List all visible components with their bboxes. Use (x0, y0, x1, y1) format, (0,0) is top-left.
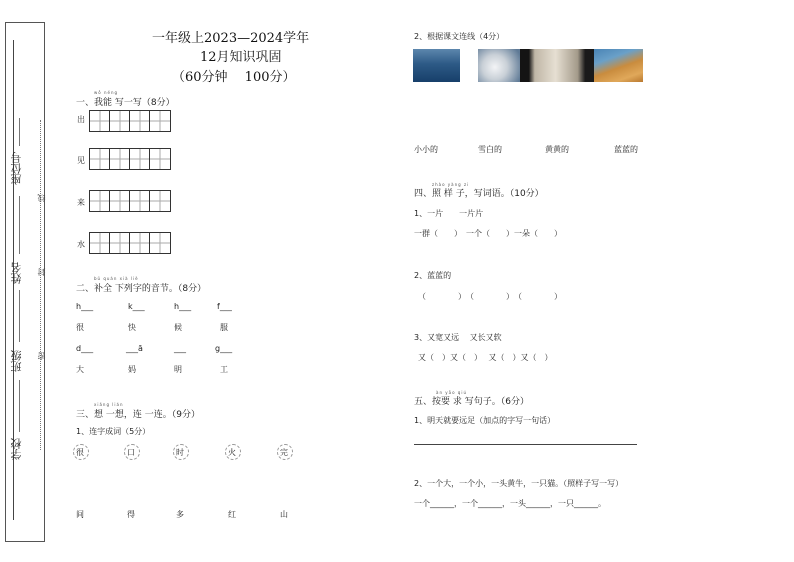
school-fill-line[interactable] (19, 380, 20, 432)
s5-q2-fill[interactable]: 一个______，一个______，一头______，一只______。 (414, 499, 606, 508)
s4-q3-fill[interactable]: 又（ ）又（ ） 又（ ）又（ ） (418, 353, 553, 362)
section1-heading: 一、我能 写一写（8分） (76, 98, 175, 108)
char-jian: 见 (77, 156, 85, 165)
cut-line (40, 120, 41, 450)
bottom-char-3[interactable]: 多 (176, 510, 184, 519)
char-lai: 来 (77, 198, 85, 207)
section3-ruby: xiǎng lián (94, 402, 124, 407)
writing-grid-shui[interactable] (89, 232, 171, 254)
word-xuebai[interactable]: 雪白的 (478, 145, 502, 154)
s4-q1: 1、一片 一片片 (414, 209, 484, 218)
seat-fill-line[interactable] (19, 118, 20, 146)
top-char-3[interactable]: 时 (176, 448, 184, 457)
class-fill-line[interactable] (19, 290, 20, 342)
syllable-3[interactable]: h___ (174, 302, 192, 311)
s5-q1: 1、明天就要远足（加点的字写一句话） (414, 416, 556, 425)
q2-heading: 2、根据课文连线（4分） (414, 32, 505, 41)
syllable-6[interactable]: ___ā (126, 344, 143, 353)
writing-grid-lai[interactable] (89, 190, 171, 212)
bottom-char-4[interactable]: 红 (228, 510, 236, 519)
section2-ruby: bǔ quán xià liè (94, 276, 139, 281)
s4-q2-fill[interactable]: （ ） （ ） （ ） (418, 292, 562, 301)
name-fill-line[interactable] (19, 196, 20, 254)
top-char-2[interactable]: 口 (127, 448, 135, 457)
s4-q2: 2、蓝蓝的 (414, 271, 452, 280)
section4-heading: 四、照 样 子，写词语。（10分） (414, 189, 544, 199)
char-shui: 水 (77, 240, 85, 249)
word-lanlan[interactable]: 蓝蓝的 (614, 145, 638, 154)
char-fu: 服 (220, 323, 228, 332)
exam-info: （60分钟 100分） (172, 70, 296, 85)
photo-clouds (478, 49, 520, 82)
photo-sea (413, 49, 460, 82)
char-ma: 妈 (128, 365, 136, 374)
cut-mark-xian: 线 (37, 194, 46, 202)
section2-heading: 二、补全 下列字的音节。（8分） (76, 284, 207, 294)
syllable-1[interactable]: h___ (76, 302, 94, 311)
s4-q1-fill[interactable]: 一群（ ） 一个（ ）一朵（ ） (414, 229, 562, 238)
writing-grid-jian[interactable] (89, 148, 171, 170)
school-label: 学校 (10, 438, 23, 460)
name-label: 姓名 (10, 262, 23, 284)
page-subtitle: 12月知识巩固 (200, 50, 282, 65)
bottom-char-5[interactable]: 山 (280, 510, 288, 519)
char-ming: 明 (174, 365, 182, 374)
syllable-7[interactable]: ___ (174, 344, 186, 353)
section4-ruby: zhào yàng zi (432, 182, 470, 187)
word-xiaoxiao[interactable]: 小小的 (414, 145, 438, 154)
char-da: 大 (76, 365, 84, 374)
syllable-4[interactable]: f___ (217, 302, 232, 311)
char-hou: 候 (174, 323, 182, 332)
word-huanghuang[interactable]: 黄黄的 (545, 145, 569, 154)
section3-heading: 三、想 一想，连 一连。（9分） (76, 410, 200, 420)
syllable-8[interactable]: g___ (215, 344, 233, 353)
s4-q3: 3、又宽又远 又长又软 (414, 333, 502, 342)
page-title: 一年级上2023—2024学年 (152, 31, 310, 46)
photo-shells (520, 49, 594, 82)
s5-q2: 2、一个大，一个小，一头黄牛，一只猫。（照样子写一写） (414, 479, 624, 488)
section5-heading: 五、按要 求 写句子。（6分） (414, 397, 529, 407)
syllable-2[interactable]: k___ (128, 302, 145, 311)
char-chu: 出 (77, 115, 85, 124)
bottom-char-1[interactable]: 间 (76, 510, 84, 519)
top-char-5[interactable]: 完 (280, 448, 288, 457)
section3-sub1: 1、连字成词（5分） (76, 427, 151, 436)
top-char-1[interactable]: 很 (76, 448, 84, 457)
top-char-4[interactable]: 火 (228, 448, 236, 457)
syllable-5[interactable]: d___ (76, 344, 94, 353)
seat-label: 座位号 (10, 152, 23, 185)
cut-mark-feng: 封 (37, 268, 46, 276)
photo-beach (594, 49, 643, 82)
cut-mark-mi: 密 (37, 352, 46, 360)
writing-grid-chu[interactable] (89, 110, 171, 132)
char-hen: 很 (76, 323, 84, 332)
class-label: 班级 (10, 350, 23, 372)
char-kuai: 快 (128, 323, 136, 332)
s5-q1-answer-line[interactable] (414, 444, 637, 445)
section5-ruby: àn yāo qiú (436, 390, 467, 395)
char-gong: 工 (220, 365, 228, 374)
bottom-char-2[interactable]: 得 (127, 510, 135, 519)
section1-ruby: wǒ néng (94, 90, 119, 95)
